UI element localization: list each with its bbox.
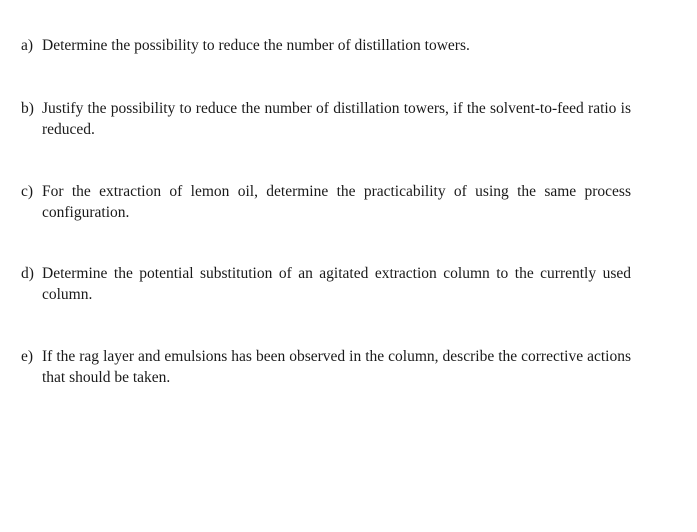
question-e [21,346,631,388]
question-text: Determine the possibility to reduce the number of distillation towers. [42,37,470,54]
question-text: For the extraction of lemon oil, determine the practicability of using the same process configuration. [42,183,631,221]
question-marker: c) [21,183,34,200]
question-text: Justify the possibility to reduce the number of distillation towers, if the solvent-to-feed ratio is reduced. [42,100,631,138]
question-d [21,263,631,305]
question-c [21,181,631,223]
question-text: Determine the potential substitution of an agitated extraction column to the currently used column. [42,265,631,303]
question-marker: a) [21,37,34,54]
question-marker: e) [21,348,34,365]
question-text: If the rag layer and emulsions has been observed in the column, describe the corrective actions that should be taken. [42,348,631,386]
question-a [21,35,631,56]
question-marker: b) [21,100,34,117]
question-b [21,98,631,140]
question-marker: d) [21,265,34,282]
